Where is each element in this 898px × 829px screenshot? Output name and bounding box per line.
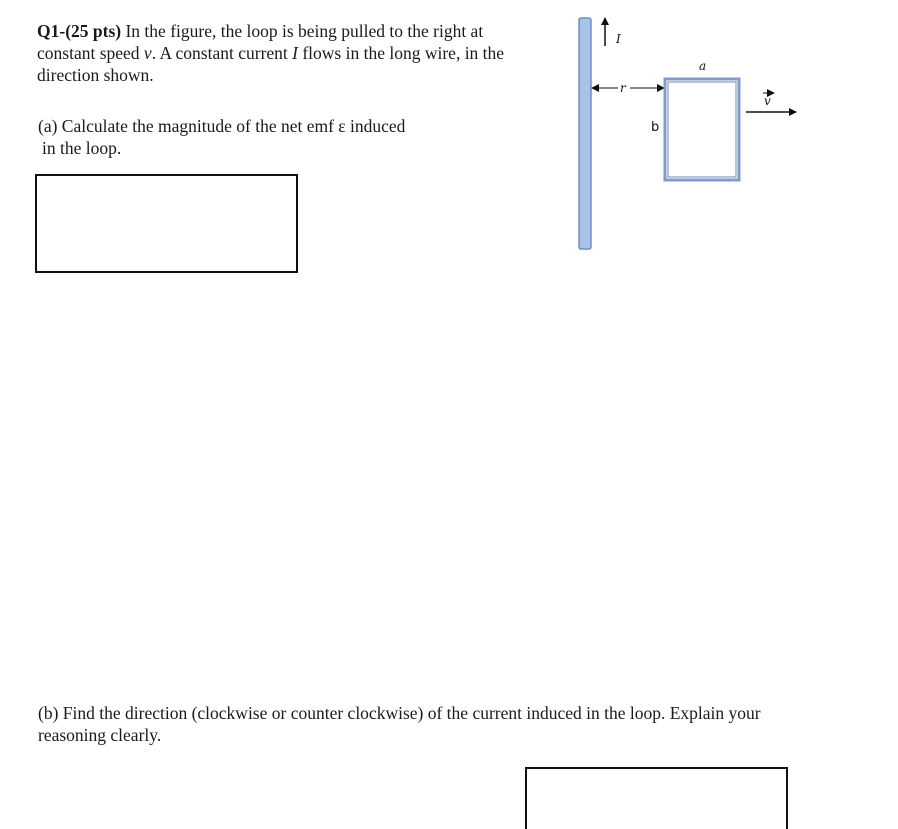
answer-box-b[interactable] bbox=[525, 767, 788, 829]
question-text-part2: . A constant current bbox=[151, 43, 293, 63]
current-label: I bbox=[616, 32, 621, 46]
question-number: Q1- bbox=[37, 21, 66, 41]
variable-I: I bbox=[292, 43, 298, 63]
distance-label: r bbox=[620, 81, 626, 95]
rectangular-loop bbox=[665, 79, 739, 180]
question-text bbox=[37, 20, 507, 86]
part-a-line2: in the loop. bbox=[42, 138, 122, 158]
part-a-line1: (a) Calculate the magnitude of the net emf ε induced bbox=[38, 116, 406, 136]
long-wire bbox=[579, 18, 591, 249]
velocity-label: v bbox=[764, 94, 771, 108]
question-text-part1: In the figure, the loop is being pulled to the right at constant speed bbox=[37, 21, 484, 63]
question-points: (25 pts) bbox=[65, 21, 122, 41]
loop-wire-figure bbox=[560, 0, 820, 260]
width-label: a bbox=[699, 59, 707, 73]
question-text-part3: flows in the long wire, in the direction shown. bbox=[37, 43, 505, 85]
part-b-prompt: (b) Find the direction (clockwise or counter clockwise) of the current induced in the loop. Explain your reasoning clearly. bbox=[38, 703, 761, 745]
height-label: b bbox=[651, 120, 660, 135]
answer-box-a[interactable] bbox=[35, 174, 298, 273]
variable-v: v bbox=[143, 43, 152, 63]
part-a-prompt bbox=[38, 115, 508, 159]
